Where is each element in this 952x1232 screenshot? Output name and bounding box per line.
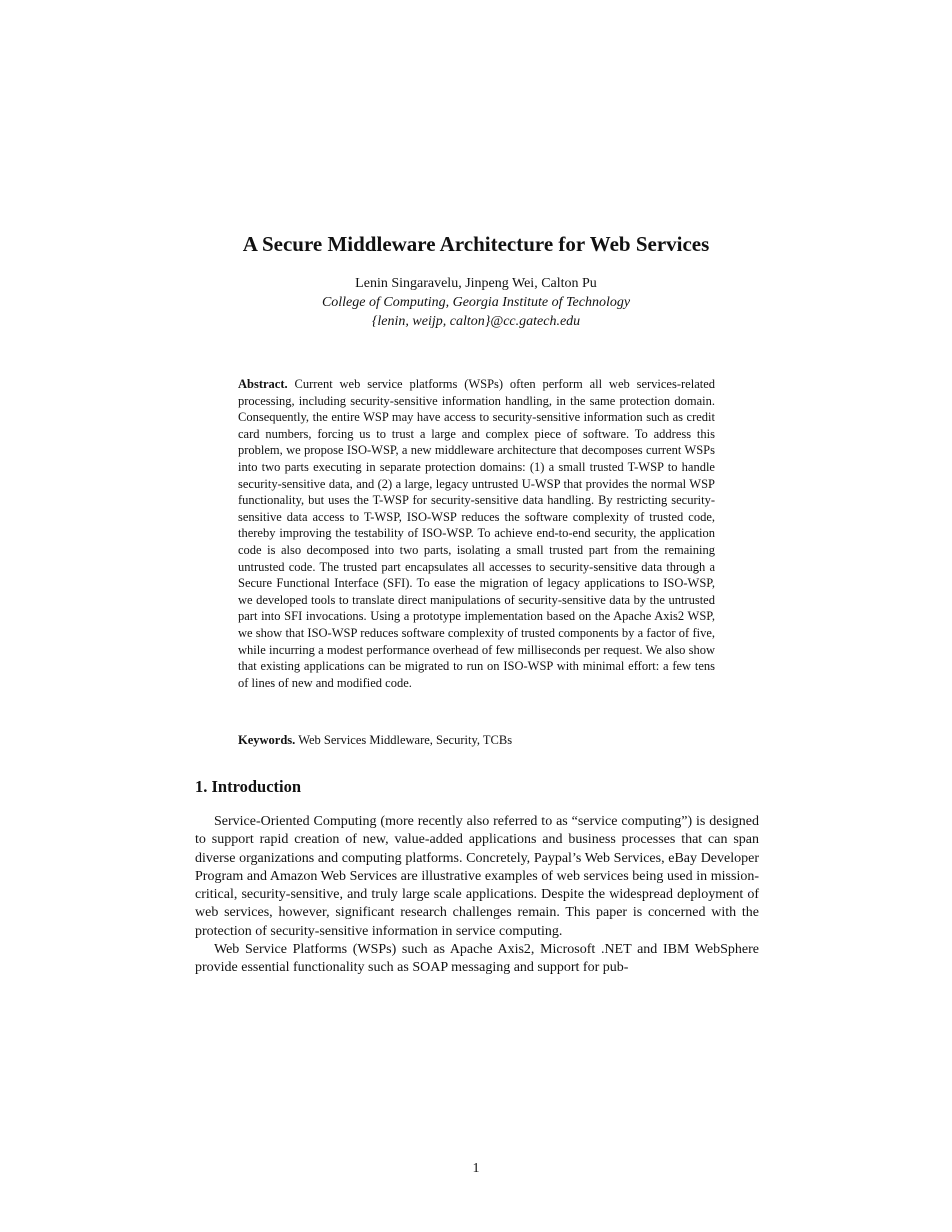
section-body [195, 813, 759, 978]
paper-title: A Secure Middleware Architecture for Web Services [242, 232, 710, 256]
section-heading: 1. Introduction [195, 777, 302, 796]
keywords-label: Keywords. [238, 733, 296, 747]
paragraph: Service-Oriented Computing (more recently also referred to as “service computing”) is designed to support rapid creation of new, value-added applications and business processes that can span diverse organizations and computing platforms. Concretely, Paypal’s Web Services, eBay Developer Program and Amazon Web Services are illustrative examples of web services being used in mission-critical, security-sensitive, and truly large scale applications. Despite the widespread deployment of web services, however, significant research challenges remain. This paper is concerned with the protection of security-sensitive information in service computing. [195, 814, 759, 939]
author-list: Lenin Singaravelu, Jinpeng Wei, Calton Pu [355, 276, 597, 291]
abstract-label: Abstract. [238, 377, 288, 391]
keywords [238, 732, 715, 749]
paragraph: Web Service Platforms (WSPs) such as Apache Axis2, Microsoft .NET and IBM WebSphere provide essential functionality such as SOAP messaging and support for pub- [195, 942, 759, 976]
abstract-text: Current web service platforms (WSPs) often perform all web services-related processing, including security-sensitive information handling, in the same protection domain. Consequently, the entire WSP may have access to security-sensitive information such as credit card numbers, forcing us to trust a large and complex piece of software. To address this problem, we propose ISO-WSP, a new middleware architecture that decomposes current WSPs into two parts executing in separate protection domains: (1) a small trusted T-WSP to handle security-sensitive data, and (2) a large, legacy untrusted U-WSP that provides the normal WSP functionality, but uses the T-WSP for security-sensitive data handling. By restricting security-sensitive data access to T-WSP, ISO-WSP reduces the software complexity of trusted code, thereby improving the testability of ISO-WSP. To achieve end-to-end security, the application code is also decomposed into two parts, isolating a small trusted part from the remaining untrusted code. The trusted part encapsulates all accesses to security-sensitive data through a Secure Functional Interface (SFI). To ease the migration of legacy applications to ISO-WSP, we developed tools to translate direct manipulations of security-sensitive data by the untrusted part into SFI invocations. Using a prototype implementation based on the Apache Axis2 WSP, we show that ISO-WSP reduces software complexity of trusted components by a factor of five, while incurring a modest performance overhead of few milliseconds per request. We also show that existing applications can be migrated to run on ISO-WSP with minimal effort: a few tens of lines of new and modified code. [238, 377, 716, 690]
author-emails: {lenin, weijp, calton}@cc.gatech.edu [371, 314, 581, 329]
affiliation: College of Computing, Georgia Institute of Technology [321, 295, 631, 310]
page-number: 1 [472, 1161, 480, 1176]
keywords-text: Web Services Middleware, Security, TCBs [298, 733, 513, 747]
abstract [238, 376, 715, 691]
